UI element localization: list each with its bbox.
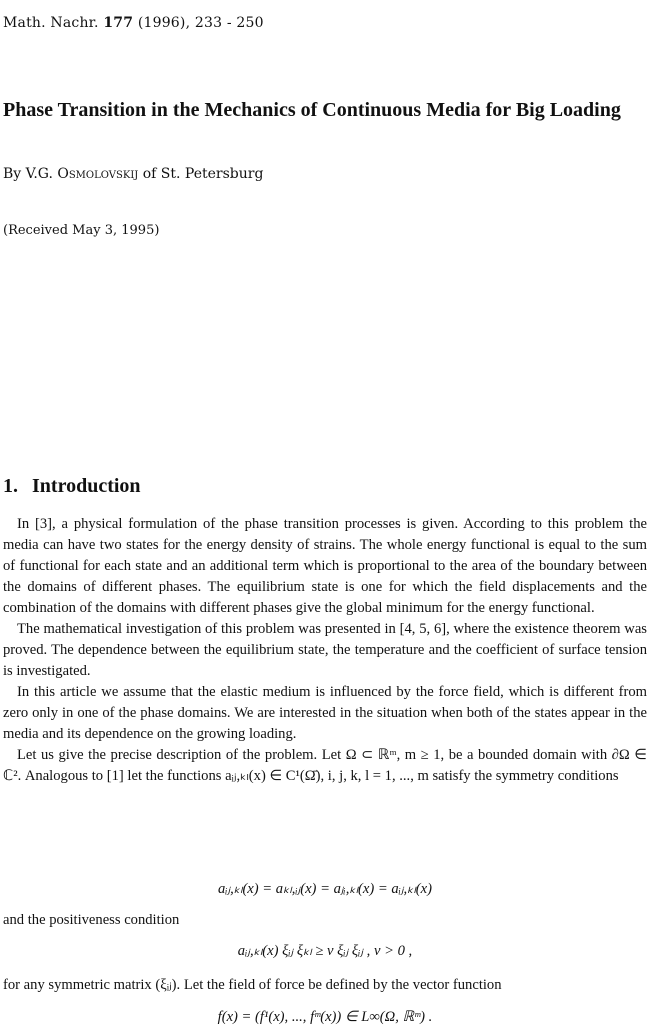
paragraph: In [3], a physical formulation of the phase transition processes is given. According to this problem the media can have two states for the energy density of strains. The whole energy functional is equal to the sum of functional for each state and an additional term which is proportional to the area of the boundary between the domains of different phases. The equilibrium state is one for which the field displacements and the combination of the domains with different phases give the global minimum for the energy functional. — [3, 516, 647, 616]
byline — [3, 166, 263, 182]
positiveness-equation: aᵢⱼ,ₖₗ(x) ξᵢⱼ ξₖₗ ≥ ν ξᵢⱼ ξᵢⱼ , ν > 0 , — [237, 943, 413, 959]
section-heading — [3, 475, 141, 498]
positiveness-text — [3, 910, 647, 931]
paragraph: for any symmetric matrix (ξᵢⱼ). Let the field of force be defined by the vector function — [3, 977, 502, 993]
paragraph: The mathematical investigation of this problem was presented in [4, 5, 6], where the existence theorem was proved. The dependence between the equilibrium state, the temperature and the coefficient of surface tension is investigated. — [3, 621, 647, 679]
byline-suffix: of St. Petersburg — [142, 166, 264, 182]
paragraph: and the positiveness condition — [3, 912, 180, 928]
received-date: (Received May 3, 1995) — [3, 223, 160, 238]
section-title: Introduction — [32, 475, 141, 497]
paragraph: Let us give the precise description of the problem. Let Ω ⊂ ℝᵐ, m ≥ 1, be a bounded domain with ∂Ω ∈ ℂ². Analogous to [1] let the functions aᵢⱼ,ₖₗ(x) ∈ C¹(Ω̄), i, j, k, l = 1, ..., m satisfy the symmetry conditions — [3, 747, 647, 784]
byline-prefix: By — [3, 166, 22, 182]
force-text — [3, 975, 647, 996]
force-equation: f(x) = (f¹(x), ..., fᵐ(x)) ∈ L∞(Ω, ℝᵐ) . — [217, 1009, 433, 1025]
intro-body — [3, 514, 647, 787]
symmetry-equation: aᵢⱼ,ₖₗ(x) = aₖₗ,ᵢⱼ(x) = aⱼᵢ,ₖₗ(x) = aᵢⱼ,ₖₗ(x) — [218, 881, 432, 897]
author-name: V.G. Osmolovskij — [25, 166, 139, 182]
journal-volume: 177 — [103, 15, 134, 31]
paragraph: In this article we assume that the elastic medium is influenced by the force field, which is different from zero only in one of the phase domains. We are interested in the situation when both of the states appear in the media and its dependence on the growing loading. — [3, 684, 647, 742]
journal-header — [3, 15, 264, 31]
section-number: 1. — [3, 475, 18, 497]
journal-name: Math. Nachr. — [3, 15, 99, 31]
journal-year-pages: (1996), 233 - 250 — [137, 15, 264, 31]
paper-title: Phase Transition in the Mechanics of Continuous Media for Big Loading — [3, 99, 621, 121]
